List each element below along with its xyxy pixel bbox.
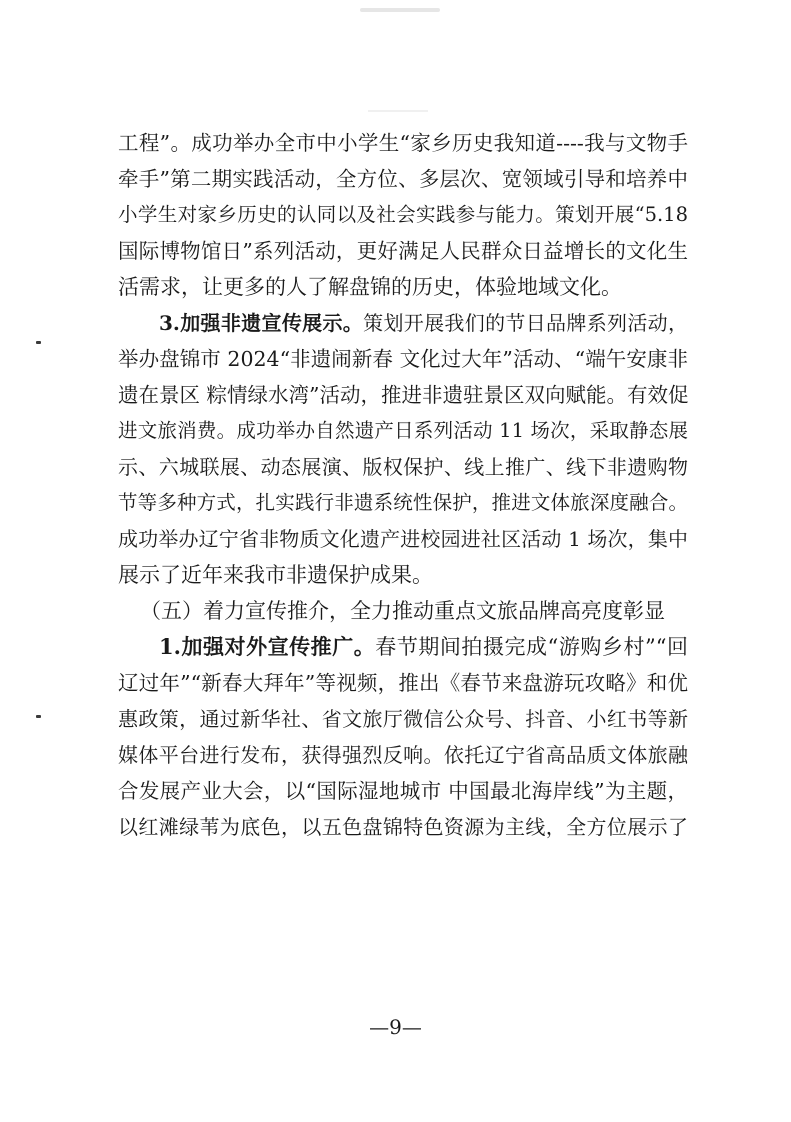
paragraph-line: 合发展产业大会，以“国际湿地城市 中国最北海岸线”为主题， [118, 779, 688, 803]
paragraph-line: 遗在景区 粽情绿水湾”活动，推进非遗驻景区双向赋能。有效促 [118, 383, 689, 407]
paragraph-line: 以红滩绿苇为底色，以五色盘锦特色资源为主线，全方位展示了 [118, 815, 688, 839]
paragraph-line: 牵手”第二期实践活动，全方位、多层次、宽领域引导和培养中 [118, 167, 688, 191]
paragraph-line: 举办盘锦市 2024“非遗闹新春 文化过大年”活动、“端午安康非 [118, 347, 688, 371]
paragraph-line: 进文旅消费。成功举办自然遗产日系列活动 11 场次，采取静态展 [118, 419, 688, 442]
paragraph-line: 展示了近年来我市非遗保护成果。 [118, 563, 433, 587]
paragraph-text: 春节期间拍摄完成“游购乡村”“回 [375, 635, 688, 659]
paragraph-line: 工程”。成功举办全市中小学生“家乡历史我知道----我与文物手 [118, 131, 688, 155]
scan-artifact-top [360, 8, 440, 12]
page-number: —9— [369, 1015, 422, 1039]
paragraph-line: 示、六城联展、动态展演、版权保护、线上推广、线下非遗购物 [118, 455, 688, 479]
paragraph-line: 活需求，让更多的人了解盘锦的历史，体验地域文化。 [118, 275, 622, 299]
margin-mark [36, 341, 41, 344]
paragraph-line: 节等多种方式，扎实践行非遗系统性保护，推进文体旅深度融合。 [118, 491, 688, 514]
scan-artifact-header [368, 110, 428, 112]
paragraph-text: 策划开展我们的节日品牌系列活动， [363, 311, 688, 335]
subheading: 3.加强非遗宣传展示。 [159, 311, 364, 335]
paragraph-line: 辽过年”“新春大拜年”等视频，推出《春节来盘游玩攻略》和优 [118, 671, 688, 695]
paragraph-line: 成功举办辽宁省非物质文化遗产进校园进社区活动 1 场次，集中 [118, 527, 688, 551]
paragraph-first-line [159, 310, 688, 336]
paragraph-first-line [159, 634, 688, 660]
paragraph-line: 媒体平台进行发布，获得强烈反响。依托辽宁省高品质文体旅融 [118, 743, 688, 767]
margin-mark [36, 715, 41, 718]
section-heading: （五）着力宣传推介，全力推动重点文旅品牌高亮度彰显 [140, 599, 665, 623]
subheading: 1.加强对外宣传推广。 [159, 634, 376, 659]
paragraph-line: 惠政策，通过新华社、省文旅厅微信公众号、抖音、小红书等新 [118, 707, 688, 731]
paragraph-line: 国际博物馆日”系列活动，更好满足人民群众日益增长的文化生 [118, 239, 688, 263]
paragraph-line: 小学生对家乡历史的认同以及社会实践参与能力。策划开展“5.18 [118, 203, 688, 226]
